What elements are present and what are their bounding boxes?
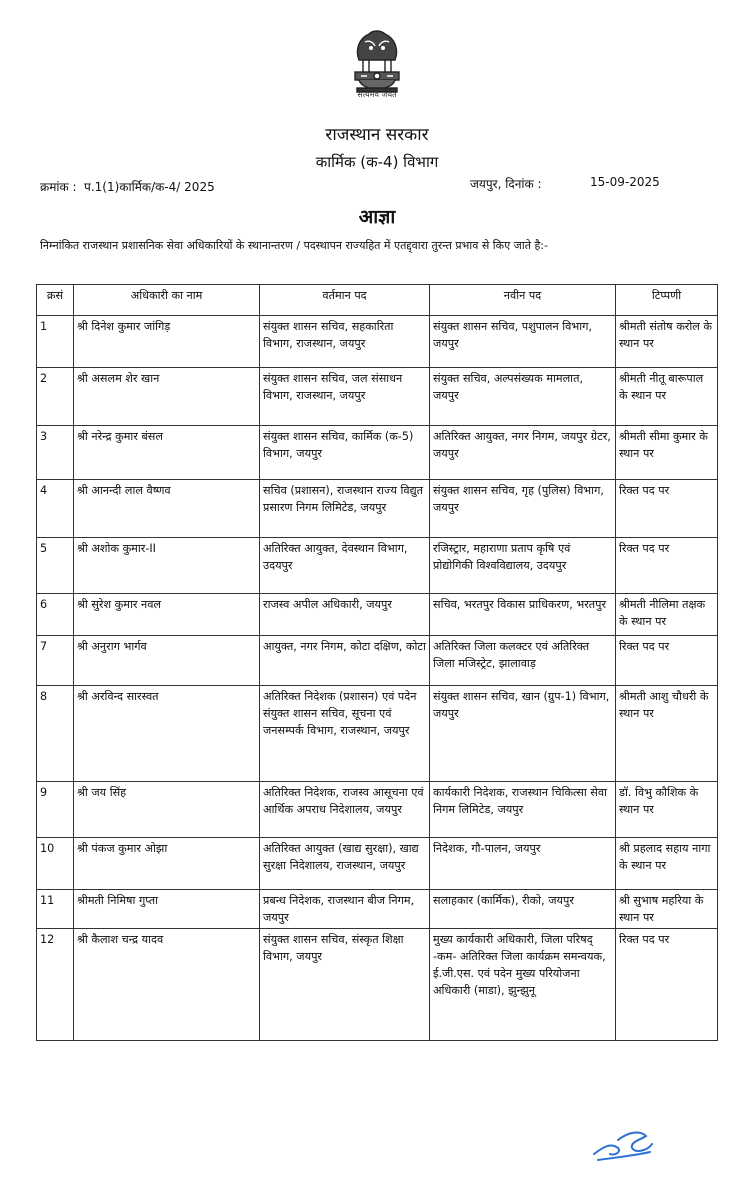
cell-serial: 6 xyxy=(37,594,74,636)
cell-officer-name: श्री आनन्दी लाल वैष्णव xyxy=(74,480,260,538)
cell-new-post: निदेशक, गौ-पालन, जयपुर xyxy=(430,838,616,890)
cell-new-post: संयुक्त शासन सचिव, गृह (पुलिस) विभाग, जयपुर xyxy=(430,480,616,538)
header-current-post: वर्तमान पद xyxy=(260,285,430,316)
cell-remarks: रिक्त पद पर xyxy=(616,929,718,1041)
cell-remarks: श्रीमती नीलिमा तक्षक के स्थान पर xyxy=(616,594,718,636)
order-intro: निम्नांकित राजस्थान प्रशासनिक सेवा अधिकारियों के स्थानान्तरण / पदस्थापन राज्यहित में एतद्द्वारा तुरन्त प्रभाव से किए जाते है:- xyxy=(40,239,548,252)
cell-serial: 8 xyxy=(37,686,74,782)
cell-current-post: अतिरिक्त निदेशक (प्रशासन) एवं पदेन संयुक्त शासन सचिव, सूचना एवं जनसम्पर्क विभाग, राजस्थान, जयपुर xyxy=(260,686,430,782)
cell-officer-name: श्री अरविन्द सारस्वत xyxy=(74,686,260,782)
cell-remarks: श्रीमती सीमा कुमार के स्थान पर xyxy=(616,426,718,480)
cell-current-post: सचिव (प्रशासन), राजस्थान राज्य विद्युत प्रसारण निगम लिमिटेड, जयपुर xyxy=(260,480,430,538)
government-name: राजस्थान सरकार xyxy=(325,125,429,145)
cell-new-post: मुख्य कार्यकारी अधिकारी, जिला परिषद् -कम- अतिरिक्त जिला कार्यक्रम समन्वयक, ई.जी.एस. एवं पदेन मुख्य परियोजना अधिकारी (माडा), झुन्झुनू xyxy=(430,929,616,1041)
table-row xyxy=(37,316,718,368)
cell-remarks: श्री सुभाष महरिया के स्थान पर xyxy=(616,890,718,929)
cell-serial: 5 xyxy=(37,538,74,594)
table-row xyxy=(37,426,718,480)
cell-officer-name: श्री दिनेश कुमार जांगिड़ xyxy=(74,316,260,368)
cell-remarks: श्रीमती आशु चौधरी के स्थान पर xyxy=(616,686,718,782)
cell-new-post: संयुक्त शासन सचिव, खान (ग्रुप-1) विभाग, जयपुर xyxy=(430,686,616,782)
cell-officer-name: श्री नरेन्द्र कुमार बंसल xyxy=(74,426,260,480)
cell-remarks: श्री प्रहलाद सहाय नागा के स्थान पर xyxy=(616,838,718,890)
cell-current-post: संयुक्त शासन सचिव, संस्कृत शिक्षा विभाग, जयपुर xyxy=(260,929,430,1041)
cell-remarks: डॉ. विभु कौशिक के स्थान पर xyxy=(616,782,718,838)
cell-remarks: रिक्त पद पर xyxy=(616,636,718,686)
table-row xyxy=(37,929,718,1041)
cell-new-post: संयुक्त शासन सचिव, पशुपालन विभाग, जयपुर xyxy=(430,316,616,368)
header-remarks: टिप्पणी xyxy=(616,285,718,316)
cell-serial: 3 xyxy=(37,426,74,480)
table-row xyxy=(37,368,718,426)
cell-serial: 2 xyxy=(37,368,74,426)
table-row xyxy=(37,594,718,636)
cell-new-post: अतिरिक्त जिला कलक्टर एवं अतिरिक्त जिला मजिस्ट्रेट, झालावाड़ xyxy=(430,636,616,686)
cell-officer-name: श्री अशोक कुमार-II xyxy=(74,538,260,594)
cell-officer-name: श्री कैलाश चन्द्र यादव xyxy=(74,929,260,1041)
header-serial: क्रसं xyxy=(37,285,74,316)
table-header-row xyxy=(37,285,718,316)
cell-serial: 7 xyxy=(37,636,74,686)
header-new-post: नवीन पद xyxy=(430,285,616,316)
table-row xyxy=(37,686,718,782)
cell-current-post: संयुक्त शासन सचिव, सहकारिता विभाग, राजस्थान, जयपुर xyxy=(260,316,430,368)
cell-current-post: राजस्व अपील अधिकारी, जयपुर xyxy=(260,594,430,636)
place-date-label: जयपुर, दिनांक : xyxy=(470,177,542,191)
cell-officer-name: श्री असलम शेर खान xyxy=(74,368,260,426)
cell-remarks: श्रीमती संतोष करोल के स्थान पर xyxy=(616,316,718,368)
transfer-table xyxy=(36,284,718,1041)
cell-current-post: अतिरिक्त आयुक्त (खाद्य सुरक्षा), खाद्य सुरक्षा निदेशालय, राजस्थान, जयपुर xyxy=(260,838,430,890)
order-title: आज्ञा xyxy=(358,206,396,228)
cell-officer-name: श्रीमती निमिषा गुप्ता xyxy=(74,890,260,929)
cell-serial: 10 xyxy=(37,838,74,890)
cell-current-post: आयुक्त, नगर निगम, कोटा दक्षिण, कोटा xyxy=(260,636,430,686)
order-date: 15-09-2025 xyxy=(590,175,660,189)
cell-serial: 1 xyxy=(37,316,74,368)
cell-officer-name: श्री पंकज कुमार ओझा xyxy=(74,838,260,890)
cell-current-post: संयुक्त शासन सचिव, कार्मिक (क-5) विभाग, जयपुर xyxy=(260,426,430,480)
cell-current-post: संयुक्त शासन सचिव, जल संसाधन विभाग, राजस्थान, जयपुर xyxy=(260,368,430,426)
cell-new-post: सचिव, भरतपुर विकास प्राधिकरण, भरतपुर xyxy=(430,594,616,636)
cell-new-post: कार्यकारी निदेशक, राजस्थान चिकित्सा सेवा निगम लिमिटेड, जयपुर xyxy=(430,782,616,838)
table-body xyxy=(37,316,718,1041)
cell-serial: 4 xyxy=(37,480,74,538)
cell-remarks: श्रीमती नीतू बारूपाल के स्थान पर xyxy=(616,368,718,426)
cell-officer-name: श्री जय सिंह xyxy=(74,782,260,838)
cell-new-post: अतिरिक्त आयुक्त, नगर निगम, जयपुर ग्रेटर, जयपुर xyxy=(430,426,616,480)
table-row xyxy=(37,538,718,594)
department-name: कार्मिक (क-4) विभाग xyxy=(315,153,439,171)
cell-remarks: रिक्त पद पर xyxy=(616,538,718,594)
cell-new-post: सलाहकार (कार्मिक), रीको, जयपुर xyxy=(430,890,616,929)
signature-mark xyxy=(588,1118,658,1164)
cell-current-post: प्रबन्ध निदेशक, राजस्थान बीज निगम, जयपुर xyxy=(260,890,430,929)
emblem-motto: सत्यमेव जयते xyxy=(357,90,397,99)
table-row xyxy=(37,838,718,890)
cell-current-post: अतिरिक्त आयुक्त, देवस्थान विभाग, उदयपुर xyxy=(260,538,430,594)
cell-new-post: संयुक्त सचिव, अल्पसंख्यक मामलात, जयपुर xyxy=(430,368,616,426)
table-row xyxy=(37,480,718,538)
cell-remarks: रिक्त पद पर xyxy=(616,480,718,538)
reference-label: क्रमांक : xyxy=(40,180,77,194)
reference-number: प.1(1)कार्मिक/क-4/ 2025 xyxy=(84,180,215,194)
table-row xyxy=(37,782,718,838)
cell-serial: 11 xyxy=(37,890,74,929)
cell-current-post: अतिरिक्त निदेशक, राजस्व आसूचना एवं आर्थिक अपराध निदेशालय, जयपुर xyxy=(260,782,430,838)
cell-serial: 9 xyxy=(37,782,74,838)
cell-officer-name: श्री अनुराग भार्गव xyxy=(74,636,260,686)
cell-new-post: रजिस्ट्रार, महाराणा प्रताप कृषि एवं प्रोद्योगिकी विश्वविद्यालय, उदयपुर xyxy=(430,538,616,594)
cell-officer-name: श्री सुरेश कुमार नवल xyxy=(74,594,260,636)
table-row xyxy=(37,890,718,929)
header-officer-name: अधिकारी का नाम xyxy=(74,285,260,316)
table-row xyxy=(37,636,718,686)
cell-serial: 12 xyxy=(37,929,74,1041)
